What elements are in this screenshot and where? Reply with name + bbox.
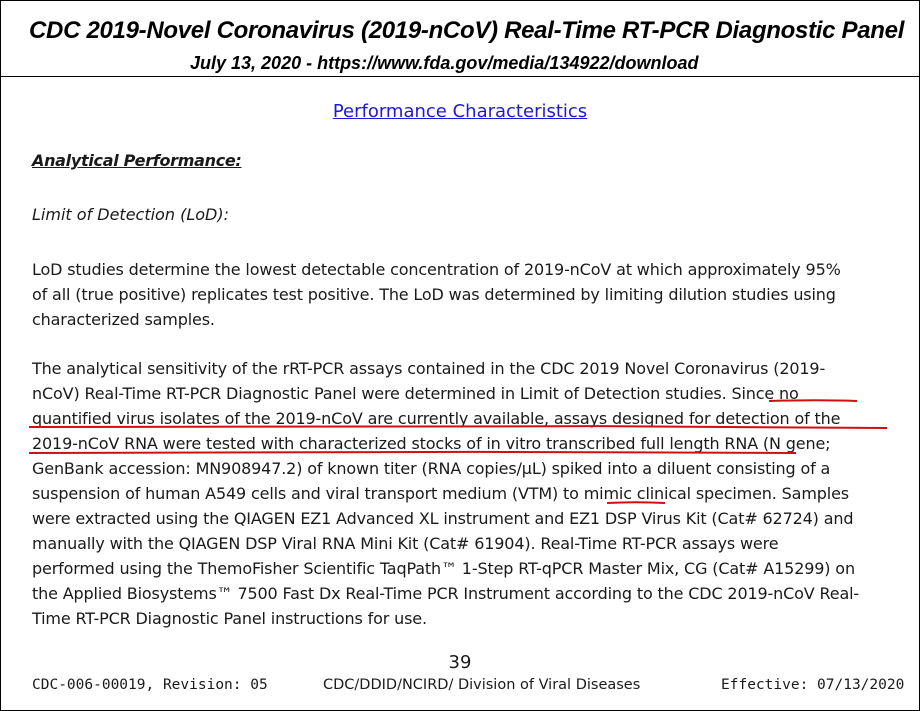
section-title-link[interactable]: Performance Characteristics	[332, 101, 588, 122]
paragraph-2	[32, 356, 859, 631]
document-title: CDC 2019-Novel Coronavirus (2019-nCoV) Real-Time RT-PCR Diagnostic Panel	[29, 17, 905, 44]
text-line: of all (true positive) replicates test positive. The LoD was determined by limiting dilution studies using	[32, 285, 836, 304]
footer-document-id: CDC-006-00019, Revision: 05	[32, 677, 268, 693]
page-number: 39	[448, 652, 472, 673]
document-header	[1, 1, 919, 77]
lod-heading: Limit of Detection (LoD):	[32, 205, 229, 224]
text-line: Time RT-PCR Diagnostic Panel instructions for use.	[32, 609, 427, 628]
analytical-performance-heading: Analytical Performance:	[32, 151, 242, 170]
text-line: manually with the QIAGEN DSP Viral RNA Mini Kit (Cat# 61904). Real-Time RT-PCR assays were	[32, 534, 779, 553]
footer-effective-date: Effective: 07/13/2020	[721, 677, 905, 693]
text-line: 2019-nCoV RNA were tested with characterized stocks of in vitro transcribed full length RNA (N gene;	[32, 434, 831, 453]
text-line: suspension of human A549 cells and viral transport medium (VTM) to mimic clinical specimen. Samples	[32, 484, 849, 503]
text-line: The analytical sensitivity of the rRT-PCR assays contained in the CDC 2019 Novel Coronavirus (2019-	[32, 359, 826, 378]
text-line: LoD studies determine the lowest detectable concentration of 2019-nCoV at which approximately 95%	[32, 260, 841, 279]
text-line: characterized samples.	[32, 310, 215, 329]
text-line: were extracted using the QIAGEN EZ1 Advanced XL instrument and EZ1 DSP Virus Kit (Cat# 62724) and	[32, 509, 854, 528]
text-line: GenBank accession: MN908947.2) of known titer (RNA copies/µL) spiked into a diluent consisting of a	[32, 459, 831, 478]
paragraph-1	[32, 257, 841, 332]
document-subtitle: July 13, 2020 - https://www.fda.gov/media/134922/download	[190, 53, 699, 73]
text-line: performed using the ThemoFisher Scientific TaqPath™ 1-Step RT-qPCR Master Mix, CG (Cat# A15299) on	[32, 559, 855, 578]
text-line: nCoV) Real-Time RT-PCR Diagnostic Panel were determined in Limit of Detection studies. Since no	[32, 384, 799, 403]
text-line: quantified virus isolates of the 2019-nCoV are currently available, assays designed for detection of the	[32, 409, 841, 428]
text-line: the Applied Biosystems™ 7500 Fast Dx Real-Time PCR Instrument according to the CDC 2019-nCoV Real-	[32, 584, 860, 603]
footer-division: CDC/DDID/NCIRD/ Division of Viral Diseases	[323, 677, 641, 693]
